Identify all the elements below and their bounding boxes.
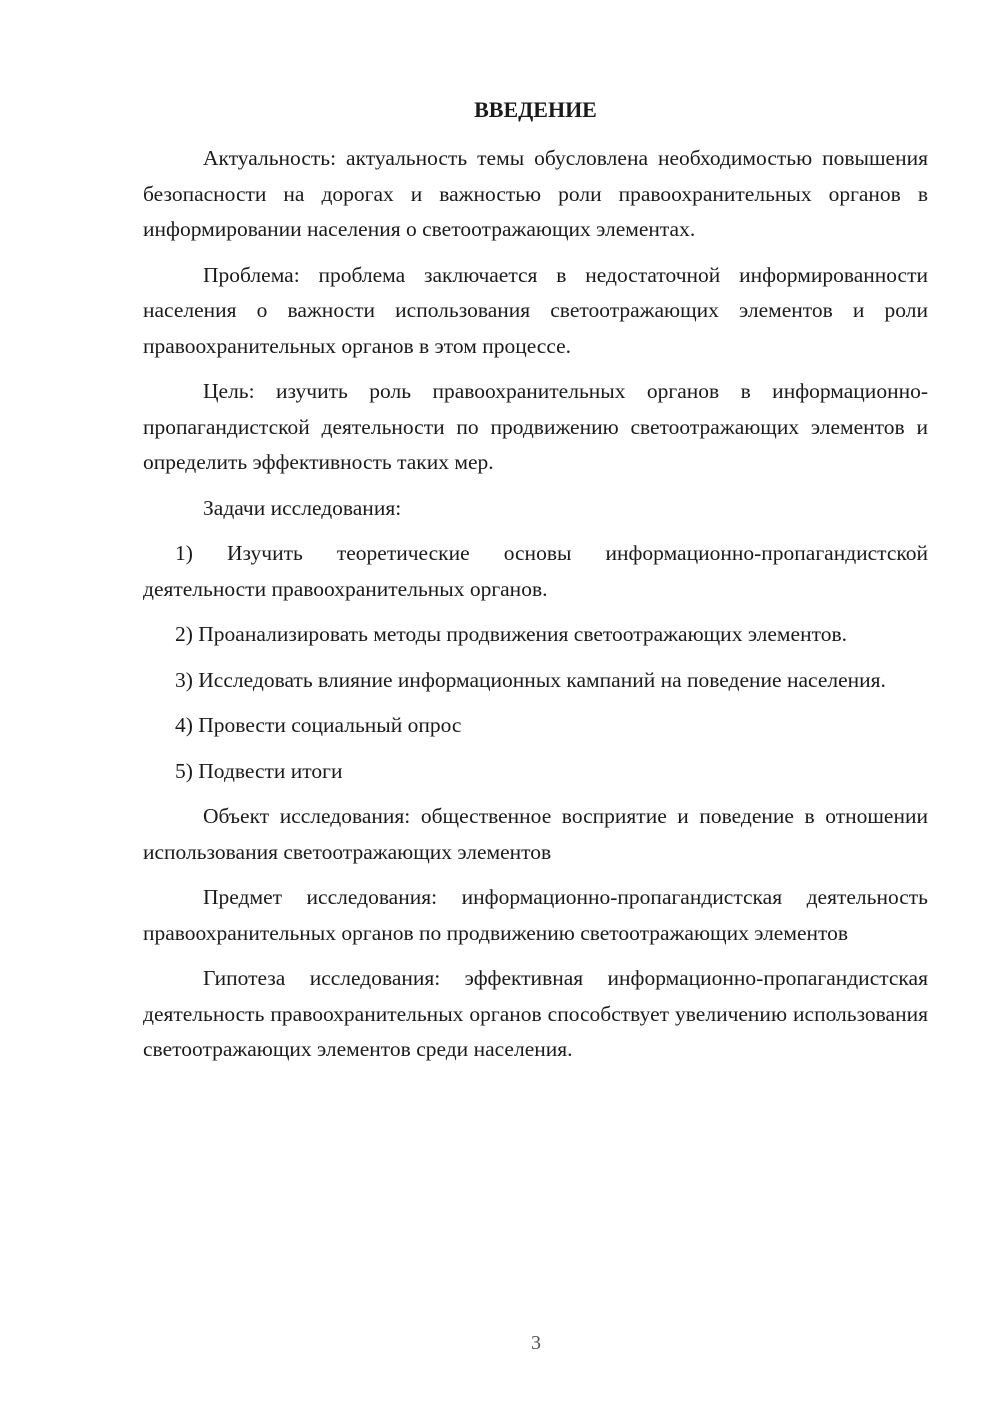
paragraph-subject: Предмет исследования: информационно-пропагандистская деятельность правоохранительных органов по продвижению светоотражающих элементов bbox=[143, 885, 928, 945]
document-page bbox=[143, 95, 928, 1078]
task-item-3: 3) Исследовать влияние информационных кампаний на поведение населения. bbox=[175, 667, 886, 692]
paragraph-object: Объект исследования: общественное восприятие и поведение в отношении использования светоотражающих элементов bbox=[143, 804, 928, 864]
task-item-4: 4) Провести социальный опрос bbox=[175, 713, 462, 737]
task-item-5: 5) Подвести итоги bbox=[175, 758, 343, 783]
tasks-label: Задачи исследования: bbox=[203, 495, 402, 520]
paragraph-problem: Проблема: проблема заключается в недостаточной информированности населения о важности использования светоотражающих элементов и роли правоохранительных органов в этом процессе. bbox=[143, 262, 928, 358]
page-number: 3 bbox=[531, 1332, 541, 1354]
paragraph-goal: Цель: изучить роль правоохранительных органов в информационно-пропагандистской деятельности по продвижению светоотражающих элементов и определить эффективность таких мер. bbox=[143, 379, 928, 474]
paragraph-relevance: Актуальность: актуальность темы обусловлена необходимостью повышения безопасности на дорогах и важностью роли правоохранительных органов в информировании населения о светоотражающих элементах. bbox=[143, 146, 928, 241]
page-title: ВВЕДЕНИЕ bbox=[474, 97, 597, 122]
paragraph-hypothesis: Гипотеза исследования: эффективная информационно-пропагандистская деятельность правоохранительных органов способствует увеличению использования светоотражающих элементов среди населения. bbox=[143, 966, 928, 1061]
task-item-2: 2) Проанализировать методы продвижения светоотражающих элементов. bbox=[175, 622, 847, 646]
task-item-1: 1) Изучить теоретические основы информационно-пропагандистской деятельности правоохранительных органов. bbox=[143, 541, 928, 601]
